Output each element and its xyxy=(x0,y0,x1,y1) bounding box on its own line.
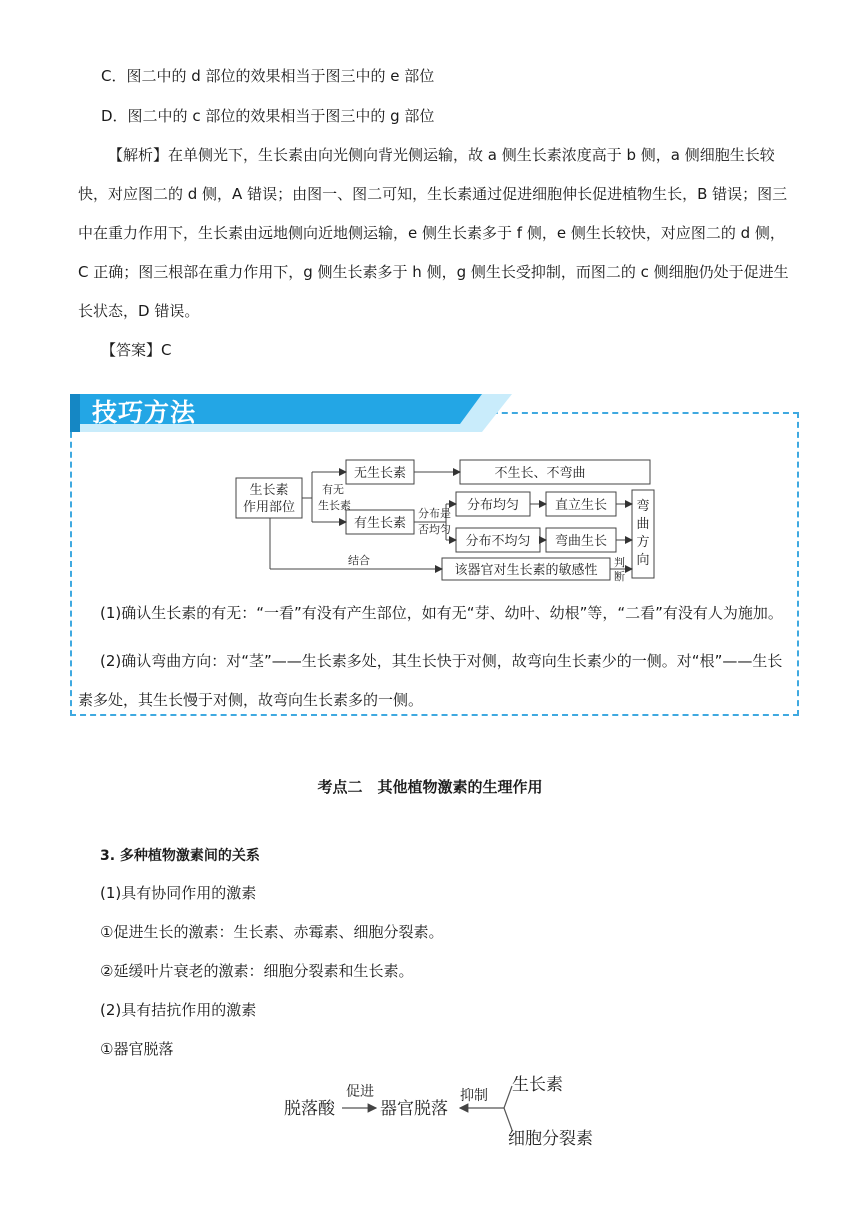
combine-label: 结合 xyxy=(348,554,370,567)
direction-char-1: 弯 xyxy=(636,499,650,514)
promote-label: 促进 xyxy=(346,1084,374,1100)
abscission-diagram xyxy=(280,1070,620,1152)
inhibit-label: 抑制 xyxy=(460,1088,488,1104)
start-box-line2: 作用部位 xyxy=(242,500,296,515)
even-label-2: 否均匀 xyxy=(418,523,451,536)
sensitivity-box: 该器官对生长素的敏感性 xyxy=(454,563,598,578)
nonuniform-box: 分布不均匀 xyxy=(465,534,531,549)
tips-point-2: (2)确认弯曲方向：对“茎”——生长素多处，其生长快于对侧，故弯向生长素少的一侧。对“根”——生长素多处，其生长慢于对侧，故弯向生长素多的一侧。 xyxy=(78,652,783,709)
straight-growth-box: 直立生长 xyxy=(554,498,608,513)
section-title: 考点二 其他植物激素的生理作用 xyxy=(317,778,543,796)
no-growth-result: 不生长、不弯曲 xyxy=(494,466,586,481)
section-heading: 3. 多种植物激素间的关系 xyxy=(100,848,260,864)
sub-heading-2: (2)具有拮抗作用的激素 xyxy=(100,1001,257,1019)
cytokinin-label: 细胞分裂素 xyxy=(508,1129,593,1149)
tips-title: 技巧方法 xyxy=(92,398,197,427)
start-box-line1: 生长素 xyxy=(249,483,289,498)
branch-label-1: 有无 xyxy=(322,483,344,496)
abscisic-acid-label: 脱落酸 xyxy=(284,1099,335,1119)
direction-char-2: 曲 xyxy=(636,517,650,532)
analysis-text: 【解析】在单侧光下，生长素由向光侧向背光侧运输，故 a 侧生长素浓度高于 b 侧，a 侧细胞生长较快，对应图二的 d 侧，A 错误；由图一、图二可知，生长素通过促进细胞伸长促进植物生长，B 错误；图三中在重力作用下，生长素由远地侧向近地侧运输，e 侧生长素多于 f 侧，e 侧生长较快，对应图二的 d 侧，C 正确；图三根部在重力作用下，g 侧生长素多于 h 侧，g 侧生长受抑制，而图二的 c 侧细胞仍处于促进生长状态，D 错误。 xyxy=(78,146,789,320)
uniform-box: 分布均匀 xyxy=(466,498,520,513)
judge-label-2: 断 xyxy=(614,570,625,583)
organ-abscission-label: 器官脱落 xyxy=(380,1099,448,1119)
direction-char-3: 方 xyxy=(636,535,650,550)
option-c: C．图二中的 d 部位的效果相当于图三中的 e 部位 xyxy=(101,67,435,85)
auxin-flow-diagram xyxy=(230,454,670,584)
list-item-3: ①器官脱落 xyxy=(100,1040,174,1058)
bend-growth-box: 弯曲生长 xyxy=(554,534,608,549)
option-d: D．图二中的 c 部位的效果相当于图三中的 g 部位 xyxy=(101,107,435,125)
direction-char-4: 向 xyxy=(636,553,650,568)
answer: 【答案】C xyxy=(101,341,172,359)
judge-label-1: 判 xyxy=(614,556,625,569)
tips-point-1: (1)确认生长素的有无：“一看”有没有产生部位，如有无“芽、幼叶、幼根”等，“二看”有没有人为施加。 xyxy=(100,604,783,622)
list-item-1: ①促进生长的激素：生长素、赤霉素、细胞分裂素。 xyxy=(100,923,444,941)
auxin-label: 生长素 xyxy=(512,1075,563,1095)
branch-label-2: 生长素 xyxy=(318,499,351,512)
sub-heading-1: (1)具有协同作用的激素 xyxy=(100,884,257,902)
has-auxin-box: 有生长素 xyxy=(353,516,407,531)
no-auxin-box: 无生长素 xyxy=(353,466,407,481)
list-item-2: ②延缓叶片衰老的激素：细胞分裂素和生长素。 xyxy=(100,962,414,980)
even-label-1: 分布是 xyxy=(418,507,451,520)
